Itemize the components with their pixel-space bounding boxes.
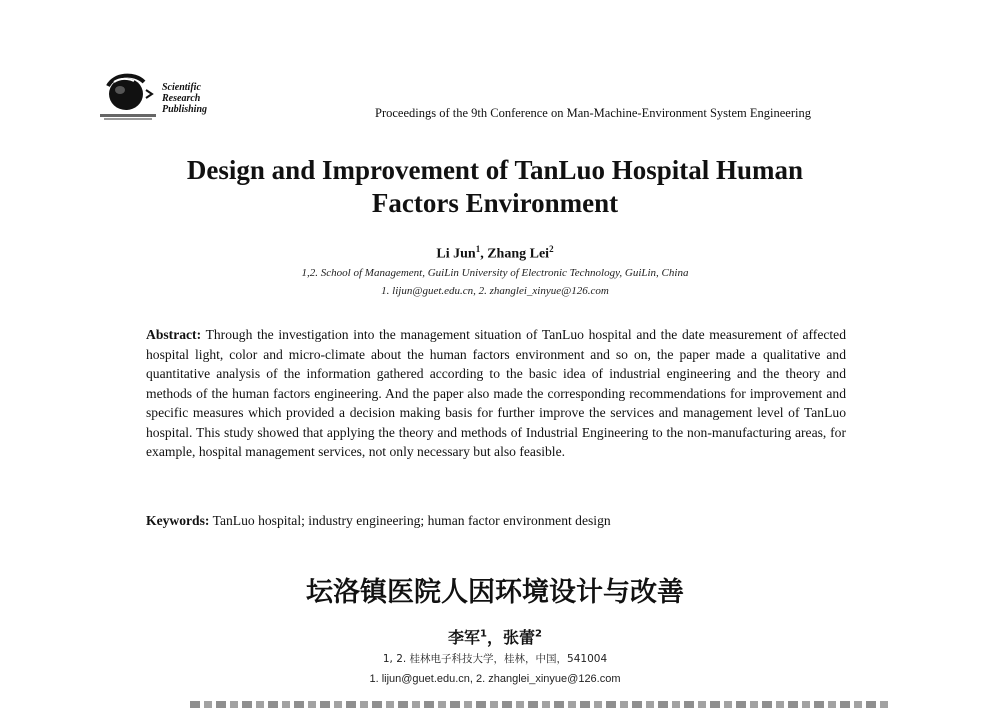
author-name: 李军 [448,628,481,647]
author-separator: ， [486,628,503,647]
publisher-name [162,82,207,115]
author-separator: , [480,246,488,262]
logo-line-3: Publishing [162,104,208,115]
abstract-label: Abstract: [146,327,202,342]
chinese-affiliation: 1, 2. 桂林电子科技大学，桂林，中国，541004 [382,653,608,665]
abstract [146,325,846,462]
truncated-text-line [190,701,890,708]
affiliation: 1,2. School of Management, GuiLin University of Electronic Technology, GuiLin, China [301,267,689,279]
keywords-label: Keywords: [146,513,210,528]
chinese-emails: 1. lijun@guet.edu.cn, 2. zhanglei_xinyue@126.com [369,673,621,685]
author-list [100,244,890,263]
author-sup: 1 [480,628,487,640]
title-line-1: Design and Improvement of TanLuo Hospital Human [186,155,804,185]
logo-line-1: Scientific [162,82,201,93]
title-line-2: Factors Environment [371,188,619,218]
logo-line-2: Research [162,93,201,104]
chinese-author-list [100,625,890,648]
author-name: Li Jun [436,246,476,262]
author-name: 张蕾 [503,628,536,647]
globe-icon [100,72,156,122]
chinese-title: 坛洛镇医院人因环境设计与改善 [306,577,684,608]
keywords-text: TanLuo hospital; industry engineering; human factor environment design [212,513,611,528]
keywords [146,513,846,529]
author-sup: 1 [475,244,481,254]
author-emails: 1. lijun@guet.edu.cn, 2. zhanglei_xinyue@126.com [381,285,609,297]
abstract-text: Through the investigation into the management situation of TanLuo hospital and the date measurement of affected hospital light, color and micro-climate about the human factors environment and so on, the paper made a qualitative and quantitative analysis of the information gathered according to the basic idea of industrial engineering and the theory and methods of the human factors engineering. And the paper also made the corresponding recommendations for improvement and specific measures which provided a decision making basis for further improve the services and management level of TanLuo hospital. This study showed that applying the theory and methods of Industrial Engineering to the non-manufacturing areas, for example, hospital management services, not only necessary but also feasible. [146,327,846,459]
conference-header: Proceedings of the 9th Conference on Man-Machine-Environment System Engineering [375,106,811,120]
author-sup: 2 [549,244,554,254]
paper-title [100,154,890,220]
author-name: Zhang Lei [487,246,550,262]
author-sup: 2 [535,628,542,640]
publisher-logo [100,70,230,126]
